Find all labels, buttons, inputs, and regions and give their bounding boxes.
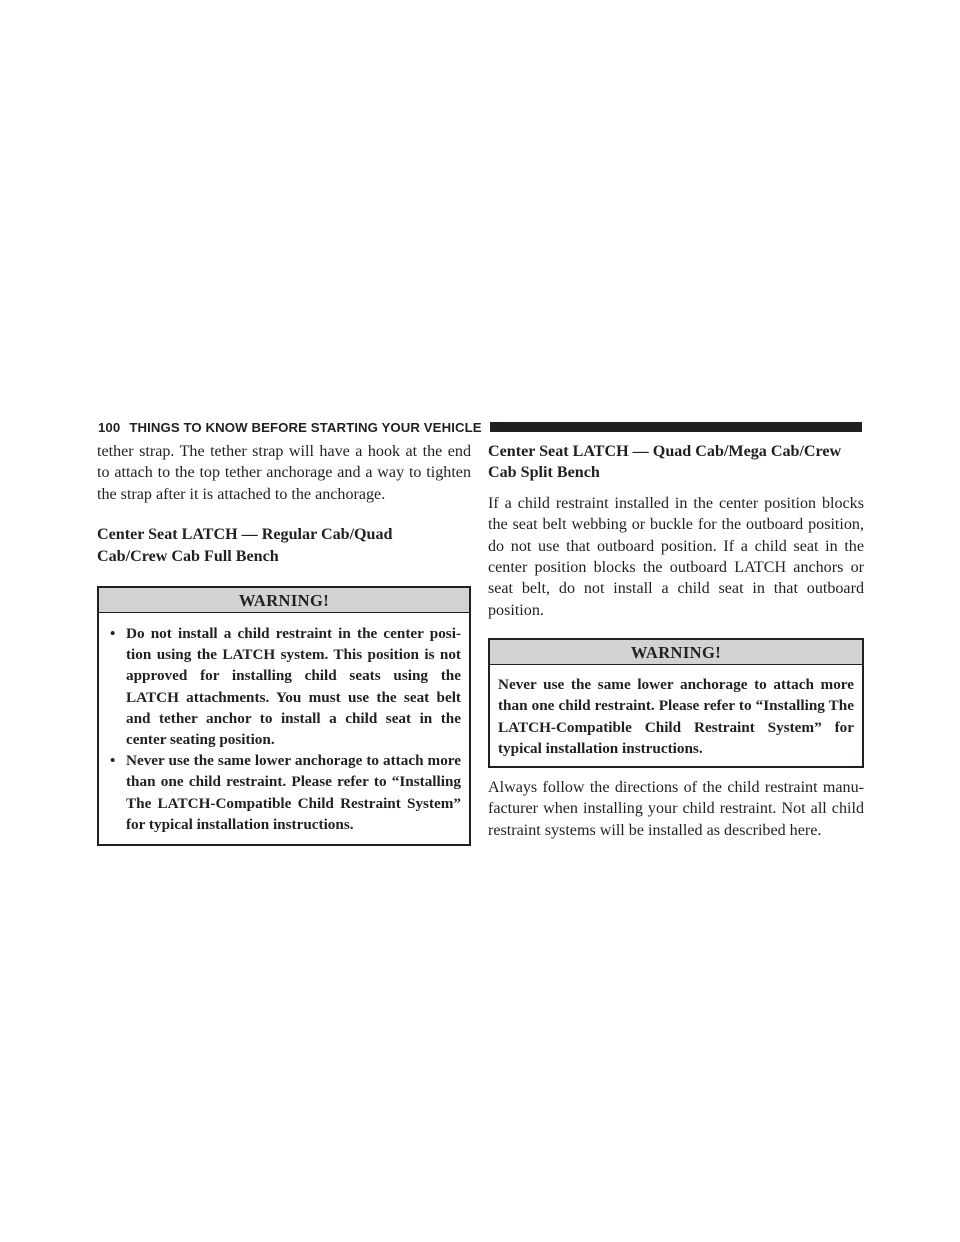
- center-position-paragraph: If a child restraint installed in the center position blocks the seat belt webbing or buckle for the outboard position, do not use that outboard position. If a child seat in the center position blocks the outboard LATCH anchors or seat belt, do not install a child seat in that outboard position.: [488, 494, 864, 619]
- warning-box-left: [97, 586, 471, 846]
- intro-paragraph: tether strap. The tether strap will have a hook at the end to attach to the top tether anchorage and a way to tighten the strap after it is attached to the anchorage.: [97, 443, 471, 503]
- header-text: [98, 420, 482, 435]
- warning-item-text: Do not install a child restraint in the center posi- tion using the LATCH system. This position is not approved for installing child seats using the LATCH attachments. You must use the seat belt and tether anchor to install a child seat in the center seating position.: [126, 625, 461, 749]
- left-subheading-line-2: Cab/Crew Cab Full Bench: [97, 547, 279, 565]
- warning-item: [107, 623, 461, 750]
- warning-title: WARNING!: [490, 640, 862, 665]
- warning-body: [490, 665, 862, 766]
- header-rule: [490, 422, 862, 432]
- bullet-icon: •: [110, 625, 116, 643]
- manufacturer-directions-paragraph: Always follow the directions of the child restraint manu- facturer when installing your child restraint. Not all child restraint systems will be installed as described here.: [488, 779, 864, 839]
- warning-body: [99, 613, 469, 844]
- bullet-icon: •: [110, 752, 116, 770]
- warning-list: [107, 623, 461, 835]
- section-title: THINGS TO KNOW BEFORE STARTING YOUR VEHICLE: [129, 419, 482, 435]
- right-column: [488, 441, 864, 841]
- page-header: [98, 417, 862, 437]
- warning-text: Never use the same lower anchorage to attach more than one child restraint. Please refer to “Installing The LATCH-Compatible Child Restraint System” for typical installation instructions.: [498, 676, 854, 757]
- warning-title: WARNING!: [99, 588, 469, 613]
- left-column: [97, 441, 471, 846]
- right-subheading-line-1: Center Seat LATCH — Quad Cab/Mega Cab/Crew: [488, 443, 842, 460]
- left-subheading-line-1: Center Seat LATCH — Regular Cab/Quad: [97, 526, 393, 544]
- warning-box-right: [488, 638, 864, 768]
- left-subheading: [97, 524, 471, 567]
- warning-item: [107, 750, 461, 835]
- right-subheading: [488, 441, 864, 484]
- right-subheading-line-2: Cab Split Bench: [488, 464, 600, 482]
- warning-item-text: Never use the same lower anchorage to attach more than one child restraint. Please refer to “Installing The LATCH-Compatible Child Restraint System” for typical installation instructions.: [126, 752, 461, 833]
- page-number: 100: [98, 419, 121, 435]
